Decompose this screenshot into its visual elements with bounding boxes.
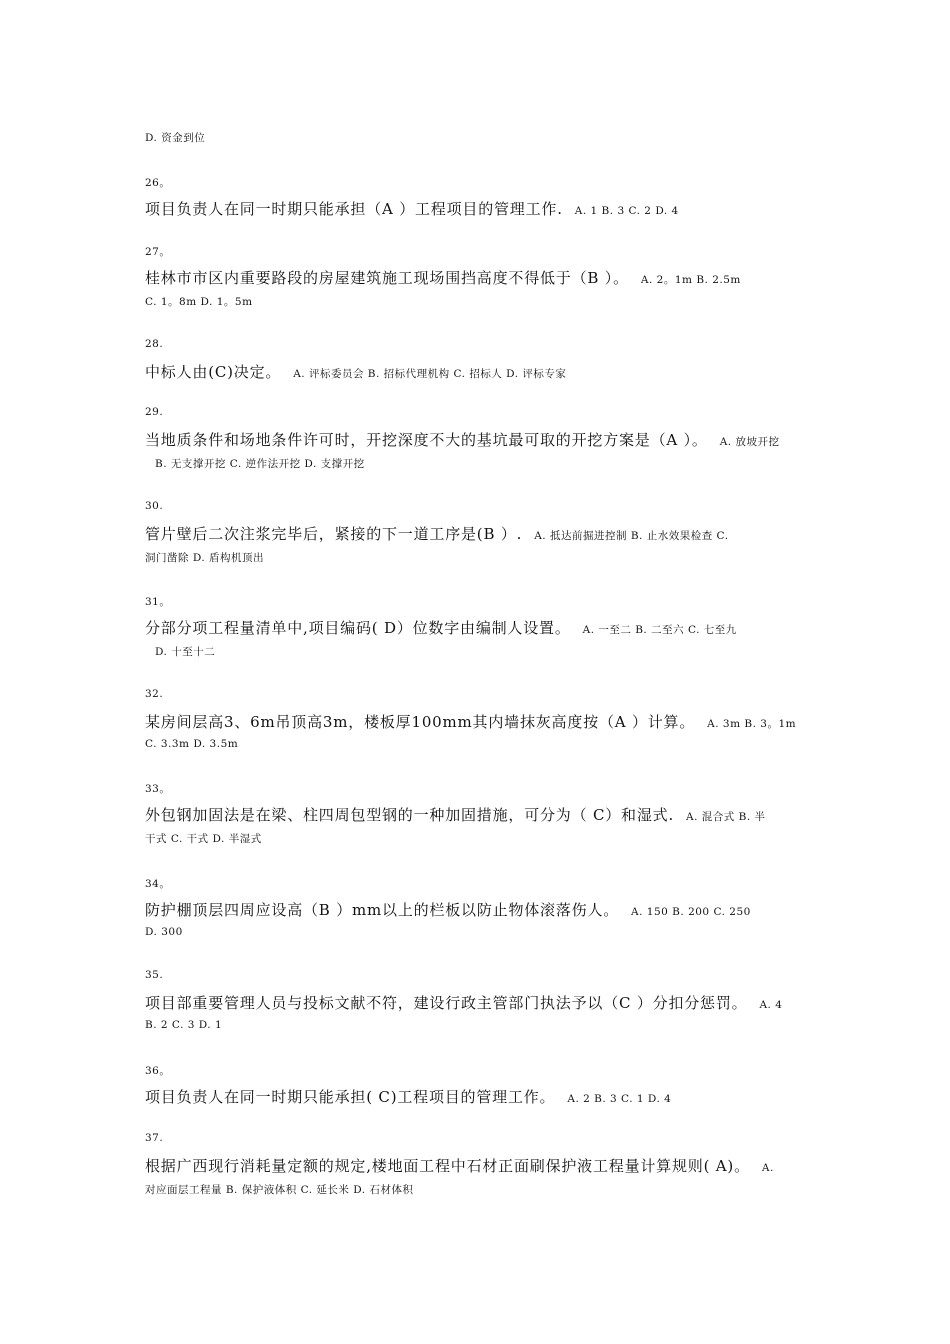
question-options-continued: C. 1。8m D. 1。5m <box>145 296 253 308</box>
question-line <box>145 992 782 1013</box>
question-number: 34。 <box>145 878 171 890</box>
question-number: 35. <box>145 969 164 981</box>
question-options: A. <box>761 1162 774 1174</box>
question-options: A. 一至二 B. 二至六 C. 七至九 <box>582 624 737 636</box>
lead-option: D. 资金到位 <box>145 132 206 144</box>
question-options-continued: D. 300 <box>145 926 183 938</box>
question-options: A. 放坡开挖 <box>719 436 780 448</box>
question-number: 36。 <box>145 1065 171 1077</box>
question-options-continued: 干式 C. 干式 D. 半湿式 <box>145 833 262 845</box>
question-number: 37. <box>145 1132 164 1144</box>
question-options: A. 2 B. 3 C. 1 D. 4 <box>567 1093 672 1105</box>
question-options-continued: 洞门凿除 D. 盾构机顶出 <box>145 552 265 564</box>
question-number: 28. <box>145 338 164 350</box>
question-options: A. 3m B. 3。1m <box>707 718 797 730</box>
question-stem: 分部分项工程量清单中,项目编码( D）位数字由编制人设置。 <box>145 619 571 637</box>
question-number: 27。 <box>145 246 171 258</box>
question-line <box>145 1086 671 1107</box>
question-line <box>145 523 729 544</box>
question-line <box>145 899 751 920</box>
question-line <box>145 617 737 638</box>
question-line <box>145 429 779 450</box>
question-stem: 项目负责人在同一时期只能承担( C)工程项目的管理工作。 <box>145 1088 556 1106</box>
question-options: A. 4 <box>759 999 783 1011</box>
question-options: A. 150 B. 200 C. 250 <box>631 906 751 918</box>
question-options: A. 混合式 B. 半 <box>686 811 766 823</box>
question-options-continued: C. 3.3m D. 3.5m <box>145 738 239 750</box>
question-line <box>145 361 566 382</box>
question-number: 30. <box>145 500 164 512</box>
question-options: A. 2。1m B. 2.5m <box>640 274 741 286</box>
question-number: 31。 <box>145 596 171 608</box>
question-line <box>145 267 741 288</box>
question-line <box>145 711 796 732</box>
question-stem: 外包钢加固法是在梁、柱四周包型钢的一种加固措施，可分为（ C）和湿式. <box>145 806 675 824</box>
question-stem: 防护棚顶层四周应设高（B ）mm以上的栏板以防止物体滚落伤人。 <box>145 901 620 919</box>
question-line <box>145 804 766 825</box>
question-stem: 管片壁后二次注浆完毕后，紧接的下一道工序是(B ）. <box>145 525 523 543</box>
question-options-continued: B. 2 C. 3 D. 1 <box>145 1019 223 1031</box>
question-stem: 根据广西现行消耗量定额的规定,楼地面工程中石材正面刷保护液工程量计算规则( A)。 <box>145 1157 750 1175</box>
question-options-continued: B. 无支撑开挖 C. 逆作法开挖 D. 支撑开挖 <box>155 458 365 470</box>
question-stem: 中标人由(C)决定。 <box>145 363 282 381</box>
question-line <box>145 198 679 219</box>
question-number: 26。 <box>145 177 171 189</box>
question-stem: 当地质条件和场地条件许可时，开挖深度不大的基坑最可取的开挖方案是（A ）。 <box>145 431 708 449</box>
question-number: 29. <box>145 406 164 418</box>
question-options-continued: D. 十至十二 <box>155 646 216 658</box>
question-number: 32. <box>145 688 164 700</box>
question-options-continued: 对应面层工程量 B. 保护液体积 C. 延长米 D. 石材体积 <box>145 1184 414 1196</box>
question-stem: 桂林市市区内重要路段的房屋建筑施工现场围挡高度不得低于（B ）。 <box>145 269 629 287</box>
question-options: A. 1 B. 3 C. 2 D. 4 <box>574 205 679 217</box>
question-stem: 项目负责人在同一时期只能承担（A ）工程项目的管理工作. <box>145 200 563 218</box>
question-stem: 项目部重要管理人员与投标文献不符，建设行政主管部门执法予以（C ）分扣分惩罚。 <box>145 994 748 1012</box>
question-options: A. 评标委员会 B. 招标代理机构 C. 招标人 D. 评标专家 <box>293 368 567 380</box>
question-number: 33。 <box>145 783 171 795</box>
question-options: A. 抵达前掘进控制 B. 止水效果检查 C. <box>534 530 729 542</box>
question-line <box>145 1155 774 1176</box>
question-stem: 某房间层高3、6m吊顶高3m，楼板厚100mm其内墙抹灰高度按（A ）计算。 <box>145 713 696 731</box>
